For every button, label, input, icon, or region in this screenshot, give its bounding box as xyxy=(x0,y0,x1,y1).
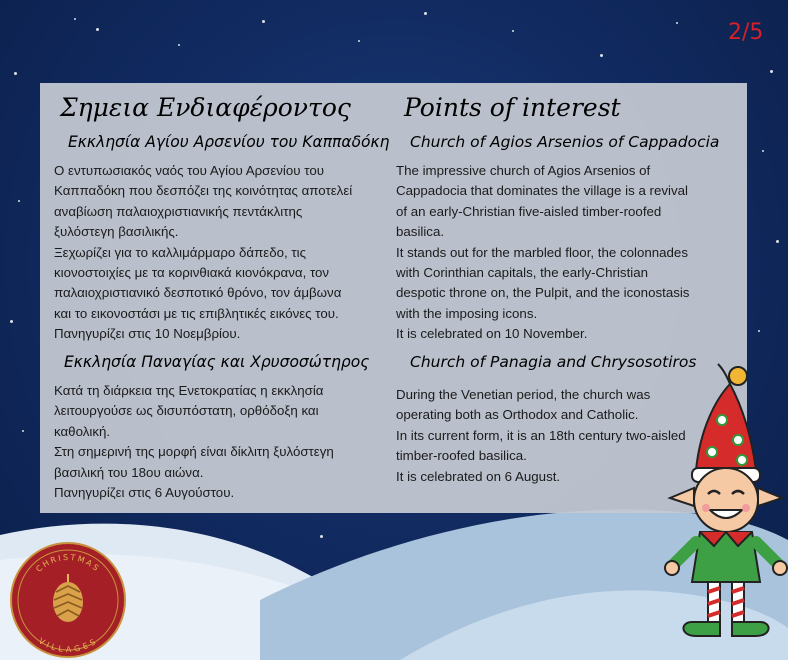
elf-illustration xyxy=(660,360,788,660)
text-line: αναβίωση παλαιοχριστιανικής πεντάκλιτης xyxy=(54,203,303,219)
english-church2-title: Church of Panagia and Chrysosotiros xyxy=(410,353,697,371)
text-line: with Corinthian capitals, the early-Christian xyxy=(396,265,649,281)
text-line: basilica. xyxy=(396,224,445,240)
text-line: despotic throne on, the Pulpit, and the iconostasis xyxy=(396,285,690,301)
text-line: καθολική. xyxy=(54,423,111,439)
greek-heading: Σημεια Ενδιαφέροντος xyxy=(60,93,351,122)
greek-church2-title: Εκκλησία Παναγίας και Χρυσοσώτηρος xyxy=(64,353,370,371)
christmas-villages-logo xyxy=(10,542,126,658)
text-line: timber-roofed basilica. xyxy=(396,448,527,464)
pinecone-icon xyxy=(53,574,83,622)
english-church2-text xyxy=(396,385,686,487)
logo-bottom-text: VILLAGES xyxy=(37,636,99,655)
text-line: Ο εντυπωσιακός ναός του Αγίου Αρσενίου του xyxy=(54,163,324,178)
english-church1-title: Church of Agios Arsenios of Cappadocia xyxy=(410,133,720,151)
logo-top-text: CHRISTMAS xyxy=(34,552,102,574)
text-line: λειτουργούσε ως δισυπόστατη, ορθόδοξη και xyxy=(54,403,319,419)
text-line: It is celebrated on 6 August. xyxy=(396,468,561,484)
text-line: In its current form, it is an 18th century two-aisled xyxy=(396,427,686,443)
text-line: The impressive church of Agios Arsenios of xyxy=(396,163,651,178)
greek-church1-text xyxy=(54,161,352,345)
text-line: Καππαδόκη που δεσπόζει της κοινότητας αποτελεί xyxy=(54,183,353,199)
greek-church2-text xyxy=(54,381,334,503)
text-line: It stands out for the marbled floor, the colonnades xyxy=(396,244,688,260)
greek-church1-title: Εκκλησία Αγίου Αρσενίου του Καππαδόκη xyxy=(68,133,390,151)
bell-icon xyxy=(729,367,747,385)
text-line: with the imposing icons. xyxy=(396,305,538,321)
text-line: Πανηγυρίζει στις 6 Αυγούστου. xyxy=(54,485,235,501)
english-church1-text xyxy=(396,161,689,345)
text-line: Κατά τη διάρκεια της Ενετοκρατίας η εκκλησία xyxy=(54,383,324,398)
text-line: παλαιοχριστιανικό δεσποτικό θρόνο, τον άμβωνα xyxy=(54,285,342,301)
text-line: of an early-Christian five-aisled timber-roofed xyxy=(396,203,662,219)
text-line: Στη σημερινή της μορφή είναι δίκλιτη ξυλόστεγη xyxy=(54,444,334,460)
text-line: Cappadocia that dominates the village is a revival xyxy=(396,183,688,199)
text-line: βασιλική του 18ου αιώνα. xyxy=(54,464,204,480)
info-panel xyxy=(40,83,747,513)
text-line: και το εικονοστάσι με τις επιβλητικές εικόνες του. xyxy=(54,305,339,321)
text-line: operating both as Orthodox and Catholic. xyxy=(396,407,639,423)
page-indicator: 2/5 xyxy=(728,20,764,45)
text-line: ξυλόστεγη βασιλικής. xyxy=(54,224,179,240)
text-line: It is celebrated on 10 November. xyxy=(396,326,588,342)
english-heading: Points of interest xyxy=(404,93,621,122)
text-line: Πανηγυρίζει στις 10 Νοεμβρίου. xyxy=(54,326,241,342)
text-line: Ξεχωρίζει για το καλλιμάρμαρο δάπεδο, τις xyxy=(54,244,306,260)
text-line: During the Venetian period, the church was xyxy=(396,387,651,402)
text-line: κιονοστοιχίες με τα κορινθιακά κιονόκρανα, τον xyxy=(54,265,330,281)
